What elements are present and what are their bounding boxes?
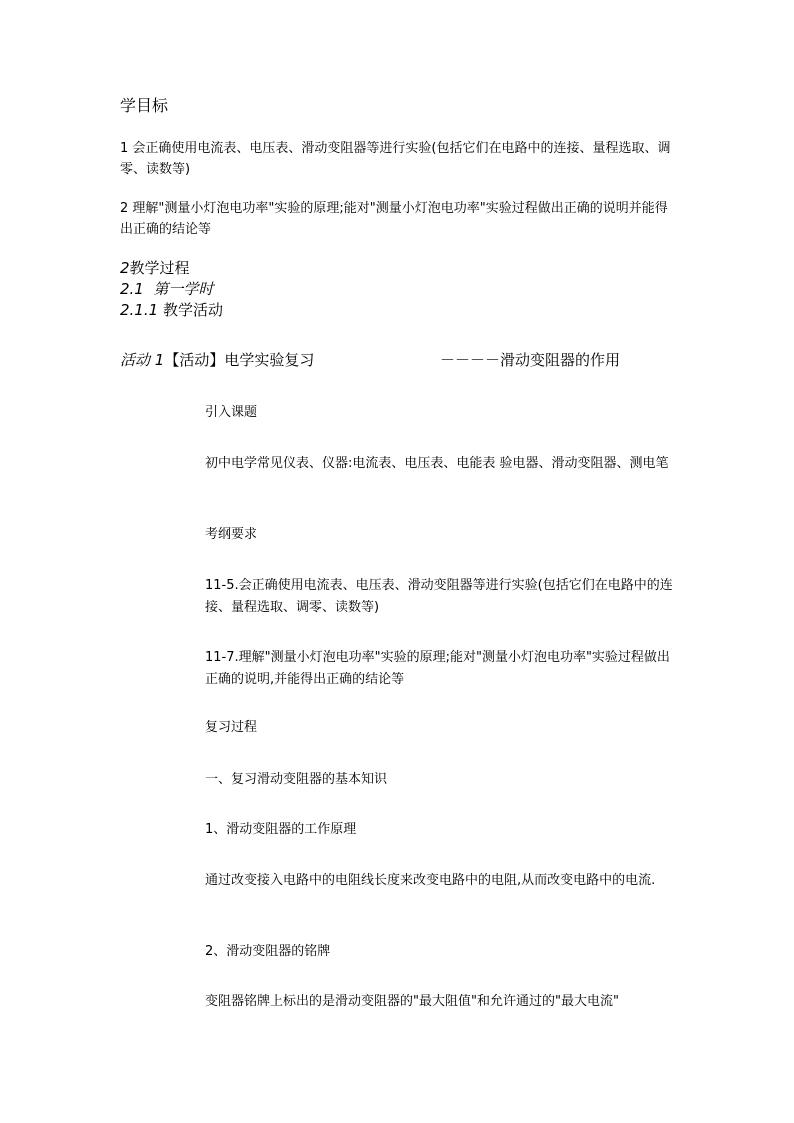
activity-subtitle: －－－－滑动变阻器的作用 <box>440 351 621 369</box>
body-paragraph: 2、滑动变阻器的铭牌 <box>205 944 331 959</box>
activity-prefix: 活动 1 <box>120 351 165 369</box>
body-paragraph: 考纲要求 <box>205 527 258 542</box>
body-paragraph: 11-5.会正确使用电流表、电压表、滑动变阻器等进行实验(包括它们在电路中的连接、量程选取、调零、读数等) <box>205 578 673 615</box>
page-heading: 学目标 <box>120 96 169 115</box>
body-paragraph: 初中电学常见仪表、仪器:电流表、电压表、电能表 验电器、滑动变阻器、测电笔 <box>205 456 669 471</box>
activity-title: 【活动】电学实验复习 <box>164 351 315 369</box>
section-title: 第一学时 <box>153 280 214 298</box>
activity-heading <box>120 350 314 370</box>
body-paragraph: 11-7.理解"测量小灯泡电功率"实验的原理;能对"测量小灯泡电功率"实验过程做出正确的说明,并能得出正确的结论等 <box>205 650 670 687</box>
body-paragraph: 通过改变接入电路中的电阻线长度来改变电路中的电阻,从而改变电路中的电流. <box>205 873 656 888</box>
section-heading-2-1 <box>120 279 213 299</box>
section-number: 2 <box>120 259 130 277</box>
body-paragraph: 1、滑动变阻器的工作原理 <box>205 822 357 837</box>
body-paragraph: 引入课题 <box>205 405 258 420</box>
section-number: 2.1 <box>120 280 144 298</box>
section-title: 教学过程 <box>129 259 190 277</box>
objective-2: 2 理解"测量小灯泡电功率"实验的原理;能对"测量小灯泡电功率"实验过程做出正确的说明并能得出正确的结论等 <box>120 201 668 237</box>
section-heading-2-1-1 <box>120 300 223 320</box>
section-title: 教学活动 <box>162 301 223 319</box>
section-heading-2 <box>120 258 190 278</box>
section-number: 2.1.1 <box>120 301 159 319</box>
body-paragraph: 一、复习滑动变阻器的基本知识 <box>205 772 388 787</box>
body-paragraph: 变阻器铭牌上标出的是滑动变阻器的"最大阻值"和允许通过的"最大电流" <box>205 994 619 1009</box>
objective-1: 1 会正确使用电流表、电压表、滑动变阻器等进行实验(包括它们在电路中的连接、量程选取、调零、读数等) <box>120 141 671 177</box>
body-paragraph: 复习过程 <box>205 720 258 735</box>
